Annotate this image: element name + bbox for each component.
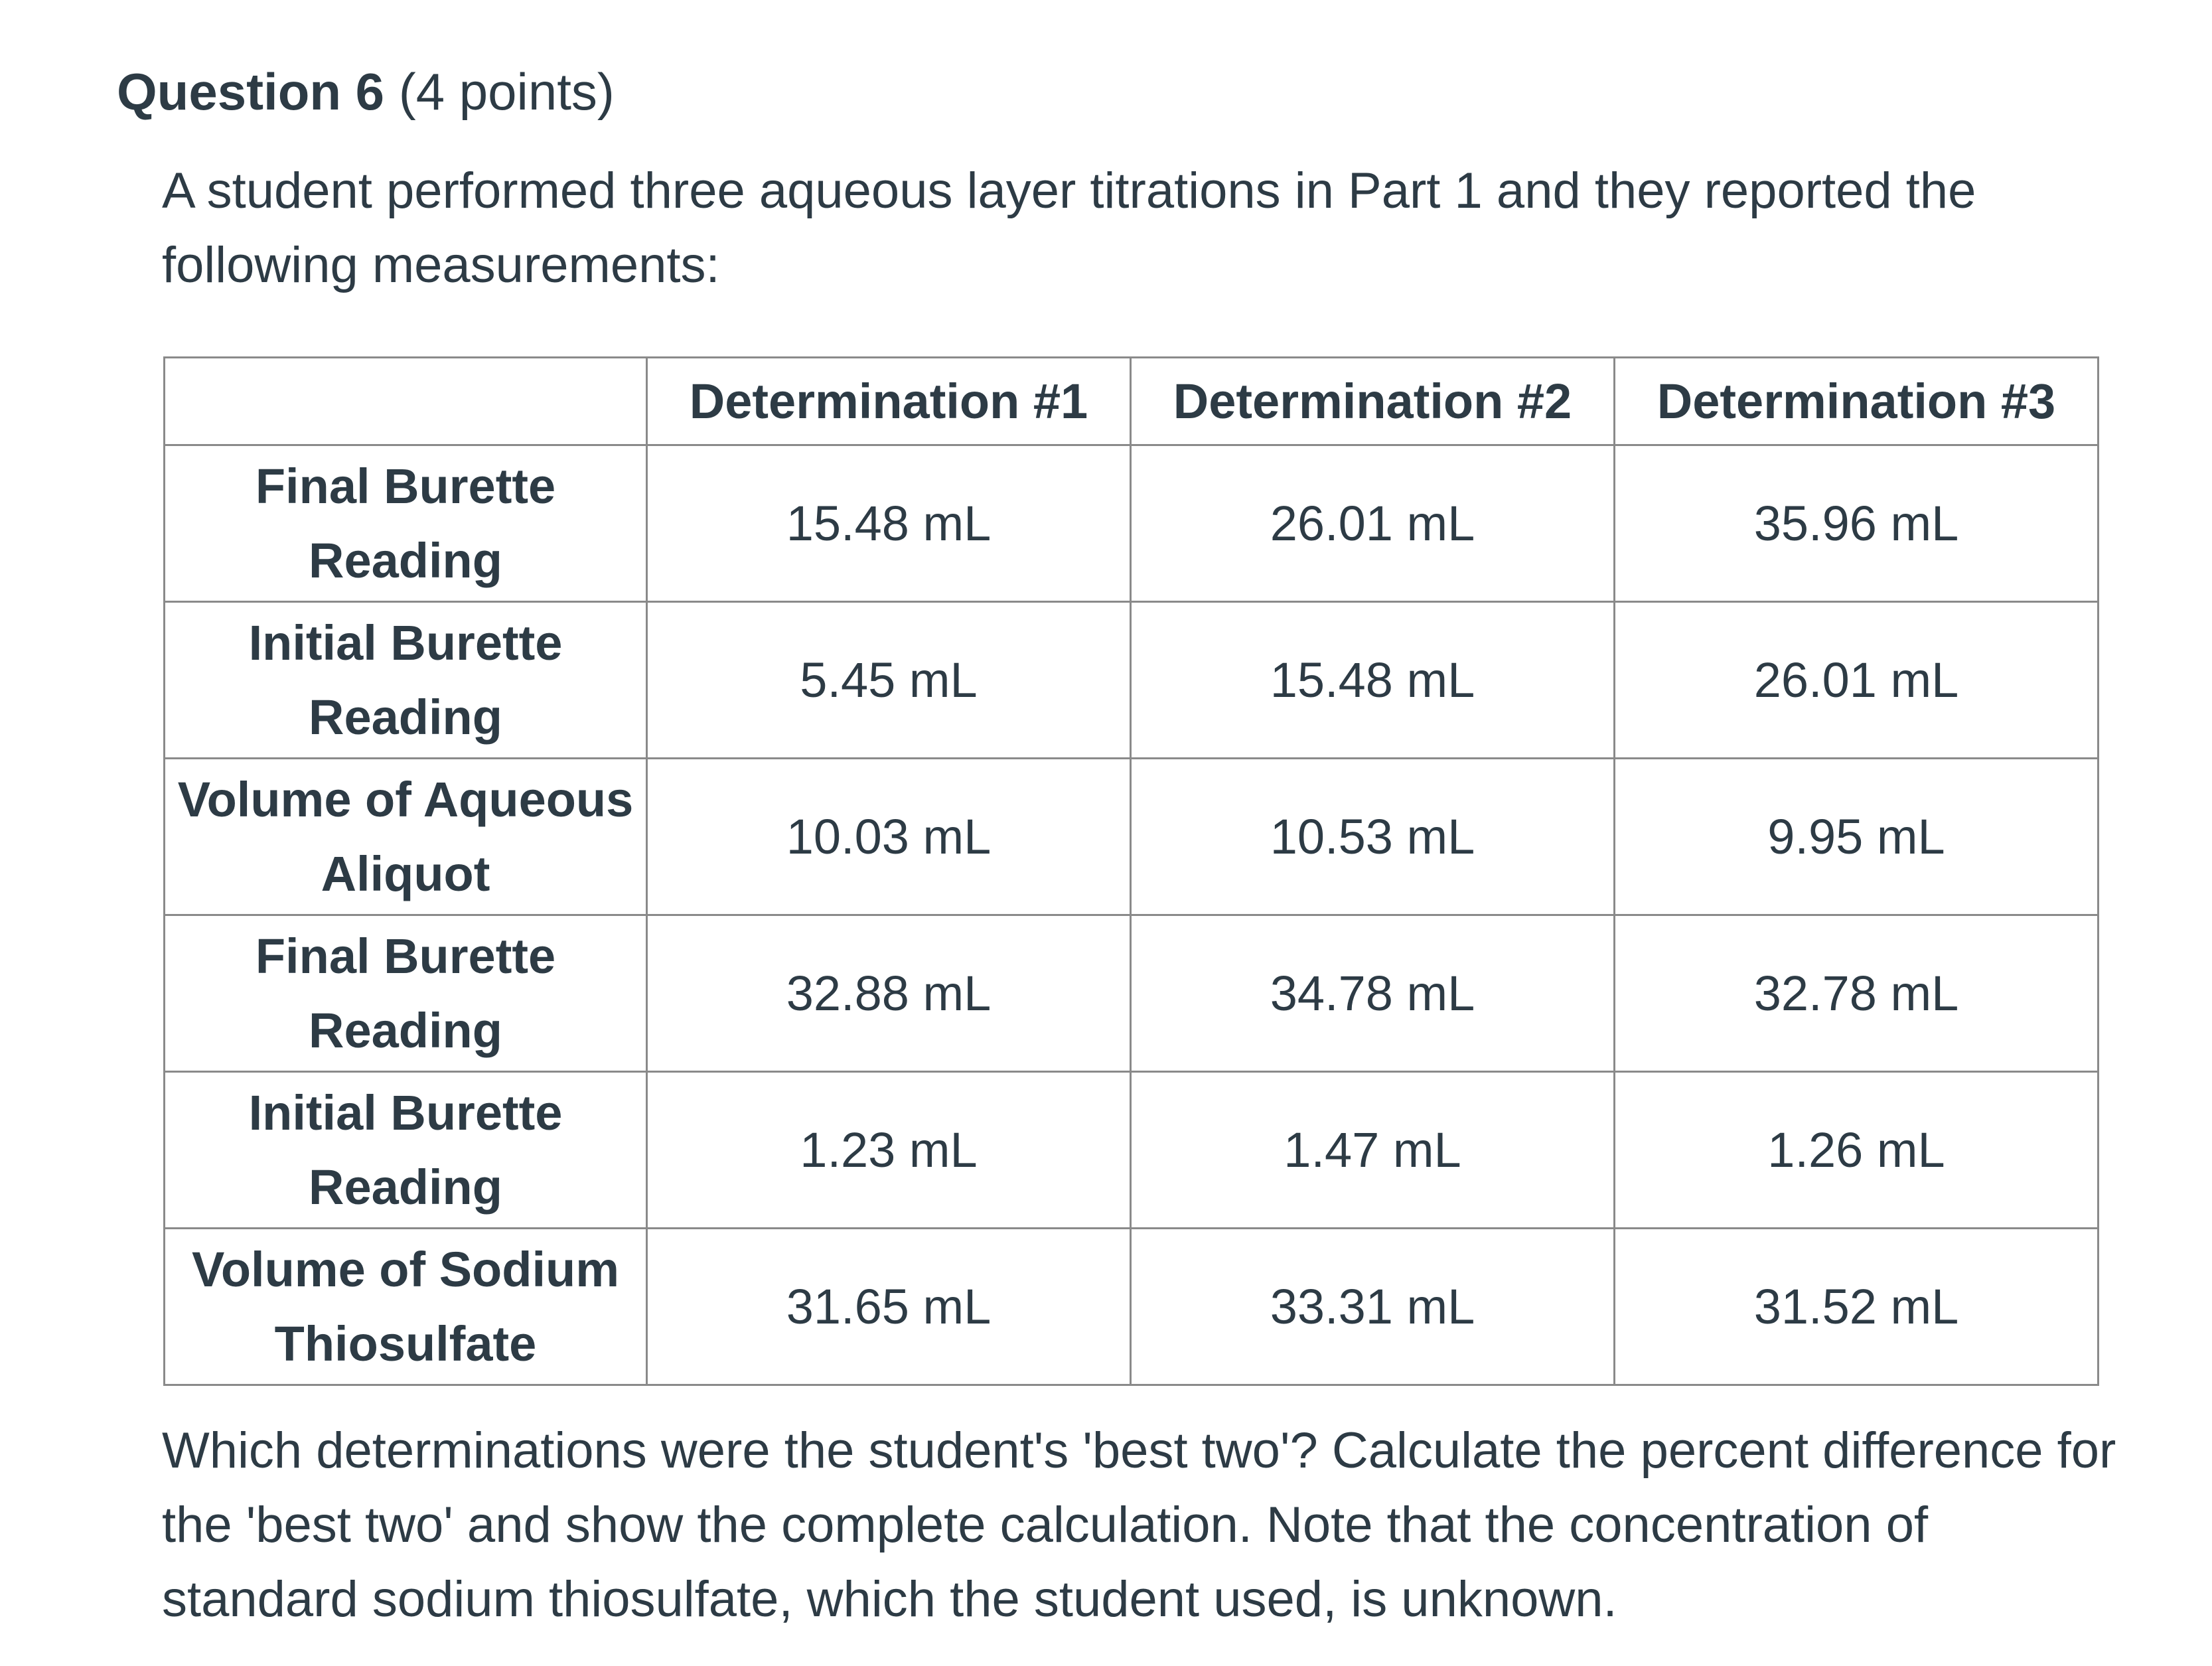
question-intro: A student performed three aqueous layer titrations in Part 1 and they reported the following measurements:	[162, 163, 1976, 293]
table-cell: 5.45 mL	[647, 602, 1131, 759]
table-row	[165, 602, 2099, 759]
table-cell: 31.52 mL	[1615, 1229, 2099, 1385]
table-row	[165, 759, 2099, 915]
table-header-row	[165, 358, 2099, 445]
table-cell: 10.53 mL	[1131, 759, 1615, 915]
row-label: Volume of Aqueous Aliquot	[165, 759, 647, 915]
row-label: Final Burette Reading	[165, 915, 647, 1072]
table-cell: 1.47 mL	[1131, 1072, 1615, 1229]
measurements-table	[163, 356, 2099, 1386]
table-cell: 26.01 mL	[1131, 445, 1615, 602]
row-label: Final Burette Reading	[165, 445, 647, 602]
question-header	[117, 58, 615, 125]
table-cell: 15.48 mL	[1131, 602, 1615, 759]
table-cell: 1.23 mL	[647, 1072, 1131, 1229]
table-row	[165, 915, 2099, 1072]
column-header-determination-1: Determination #1	[647, 358, 1131, 445]
table-corner-cell	[165, 358, 647, 445]
table-row	[165, 1072, 2099, 1229]
question-title: Question 6	[117, 62, 385, 121]
table-cell: 32.88 mL	[647, 915, 1131, 1072]
question-prompt: Which determinations were the student's 'best two'? Calculate the percent difference for the 'best two' and show the complete calculation. Note that the concentration of standard sodium thiosulfate, which the student used, is unknown.	[162, 1422, 2116, 1628]
table-cell: 10.03 mL	[647, 759, 1131, 915]
row-label: Volume of Sodium Thiosulfate	[165, 1229, 647, 1385]
row-label: Initial Burette Reading	[165, 602, 647, 759]
table-cell: 34.78 mL	[1131, 915, 1615, 1072]
table-cell: 1.26 mL	[1615, 1072, 2099, 1229]
table-cell: 35.96 mL	[1615, 445, 2099, 602]
column-header-determination-2: Determination #2	[1131, 358, 1615, 445]
table-cell: 26.01 mL	[1615, 602, 2099, 759]
table-row	[165, 445, 2099, 602]
table-row	[165, 1229, 2099, 1385]
column-header-determination-3: Determination #3	[1615, 358, 2099, 445]
table-cell: 32.78 mL	[1615, 915, 2099, 1072]
table-cell: 9.95 mL	[1615, 759, 2099, 915]
row-label: Initial Burette Reading	[165, 1072, 647, 1229]
table-cell: 15.48 mL	[647, 445, 1131, 602]
table-cell: 31.65 mL	[647, 1229, 1131, 1385]
table-cell: 33.31 mL	[1131, 1229, 1615, 1385]
question-points: (4 points)	[398, 62, 615, 121]
